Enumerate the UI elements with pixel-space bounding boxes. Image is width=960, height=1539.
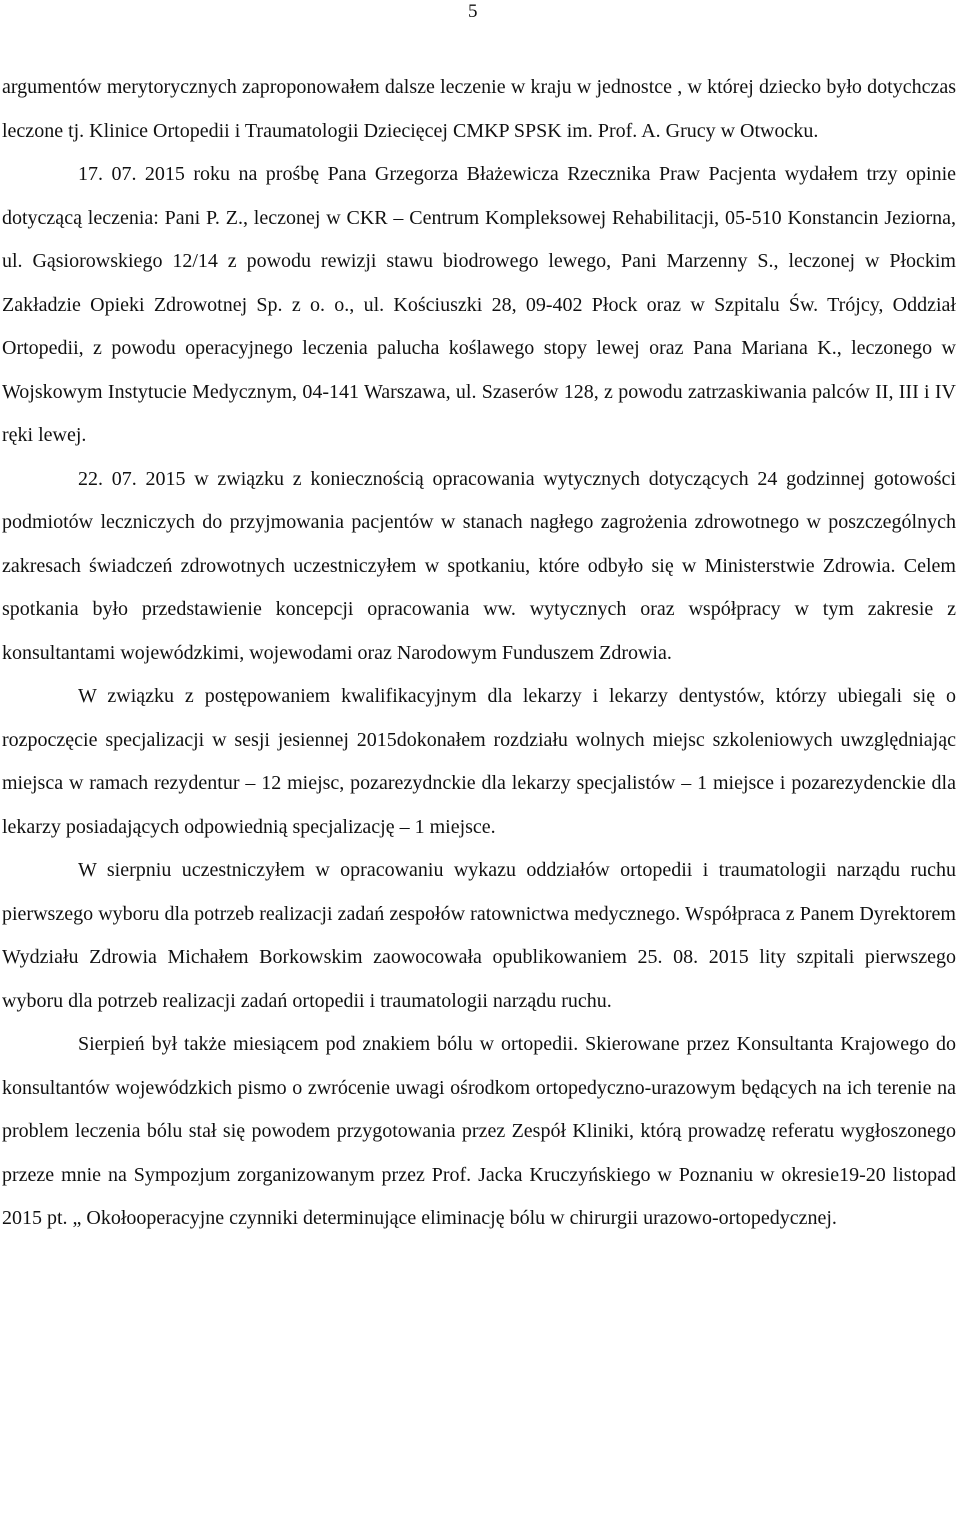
paragraph-2: 17. 07. 2015 roku na prośbę Pana Grzegorza Błażewicza Rzecznika Praw Pacjenta wydałem trzy opinie dotyczącą leczenia: Pani P. Z., leczonej w CKR – Centrum Kompleksowej Rehabilitacji, 05-510 Konstancin Jeziorna, ul. Gąsiorowskiego 12/14 z powodu rewizji stawu biodrowego lewego, Pani Marzenny S., leczonej w Płockim Zakładzie Opieki Zdrowotnej Sp. z o. o., ul. Kościuszki 28, 09-402 Płock oraz w Szpitalu Św. Trójcy, Oddział Ortopedii, z powodu operacyjnego leczenia palucha koślawego stopy lewej oraz Pana Mariana K., leczonego w Wojskowym Instytucie Medycznym, 04-141 Warszawa, ul. Szaserów 128, z powodu zatrzaskiwania palców II, III i IV ręki lewej.	[2, 163, 956, 446]
body-text	[2, 66, 956, 1241]
paragraph-5: W sierpniu uczestniczyłem w opracowaniu wykazu oddziałów ortopedii i traumatologii narządu ruchu pierwszego wyboru dla potrzeb realizacji zadań zespołów ratownictwa medycznego. Współpraca z Panem Dyrektorem Wydziału Zdrowia Michałem Borkowskim zaowocowała opublikowaniem 25. 08. 2015 lity szpitali pierwszego wyboru dla potrzeb realizacji zadań ortopedii i traumatologii narządu ruchu.	[2, 859, 956, 1012]
paragraph-1: argumentów merytorycznych zaproponowałem dalsze leczenie w kraju w jednostce , w której dziecko było dotychczas leczone tj. Klinice Ortopedii i Traumatologii Dziecięcej CMKP SPSK im. Prof. A. Grucy w Otwocku.	[2, 76, 956, 142]
paragraph-3: 22. 07. 2015 w związku z koniecznością opracowania wytycznych dotyczących 24 godzinnej gotowości podmiotów leczniczych do przyjmowania pacjentów w stanach nagłego zagrożenia zdrowotnego w poszczególnych zakresach świadczeń zdrowotnych uczestniczyłem w spotkaniu, które odbyło się w Ministerstwie Zdrowia. Celem spotkania było przedstawienie koncepcji opracowania ww. wytycznych oraz współpracy w tym zakresie z konsultantami wojewódzkimi, wojewodami oraz Narodowym Funduszem Zdrowia.	[2, 467, 956, 664]
paragraph-4: W związku z postępowaniem kwalifikacyjnym dla lekarzy i lekarzy dentystów, którzy ubiegali się o rozpoczęcie specjalizacji w sesji jesiennej 2015dokonałem rozdziału wolnych miejsc szkoleniowych uwzględniając miejsca w ramach rezydentur – 12 miejsc, pozarezydnckie dla lekarzy specjalistów – 1 miejsce i pozarezydenckie dla lekarzy posiadających odpowiednią specjalizację – 1 miejsce.	[2, 685, 956, 838]
page-number: 5	[468, 1, 478, 22]
paragraph-6: Sierpień był także miesiącem pod znakiem bólu w ortopedii. Skierowane przez Konsultanta Krajowego do konsultantów wojewódzkich pismo o zwrócenie uwagi ośrodkom ortopedyczno-urazowym będących na ich terenie na problem leczenia bólu stał się powodem przygotowania przez Zespół Kliniki, którą prowadzę referatu wygłoszonego przeze mnie na Sympozjum zorganizowanym przez Prof. Jacka Kruczyńskiego w Poznaniu w okresie19-20 listopad 2015 pt. „ Okołooperacyjne czynniki determinujące eliminację bólu w chirurgii urazowo-ortopedycznej.	[2, 1033, 956, 1229]
